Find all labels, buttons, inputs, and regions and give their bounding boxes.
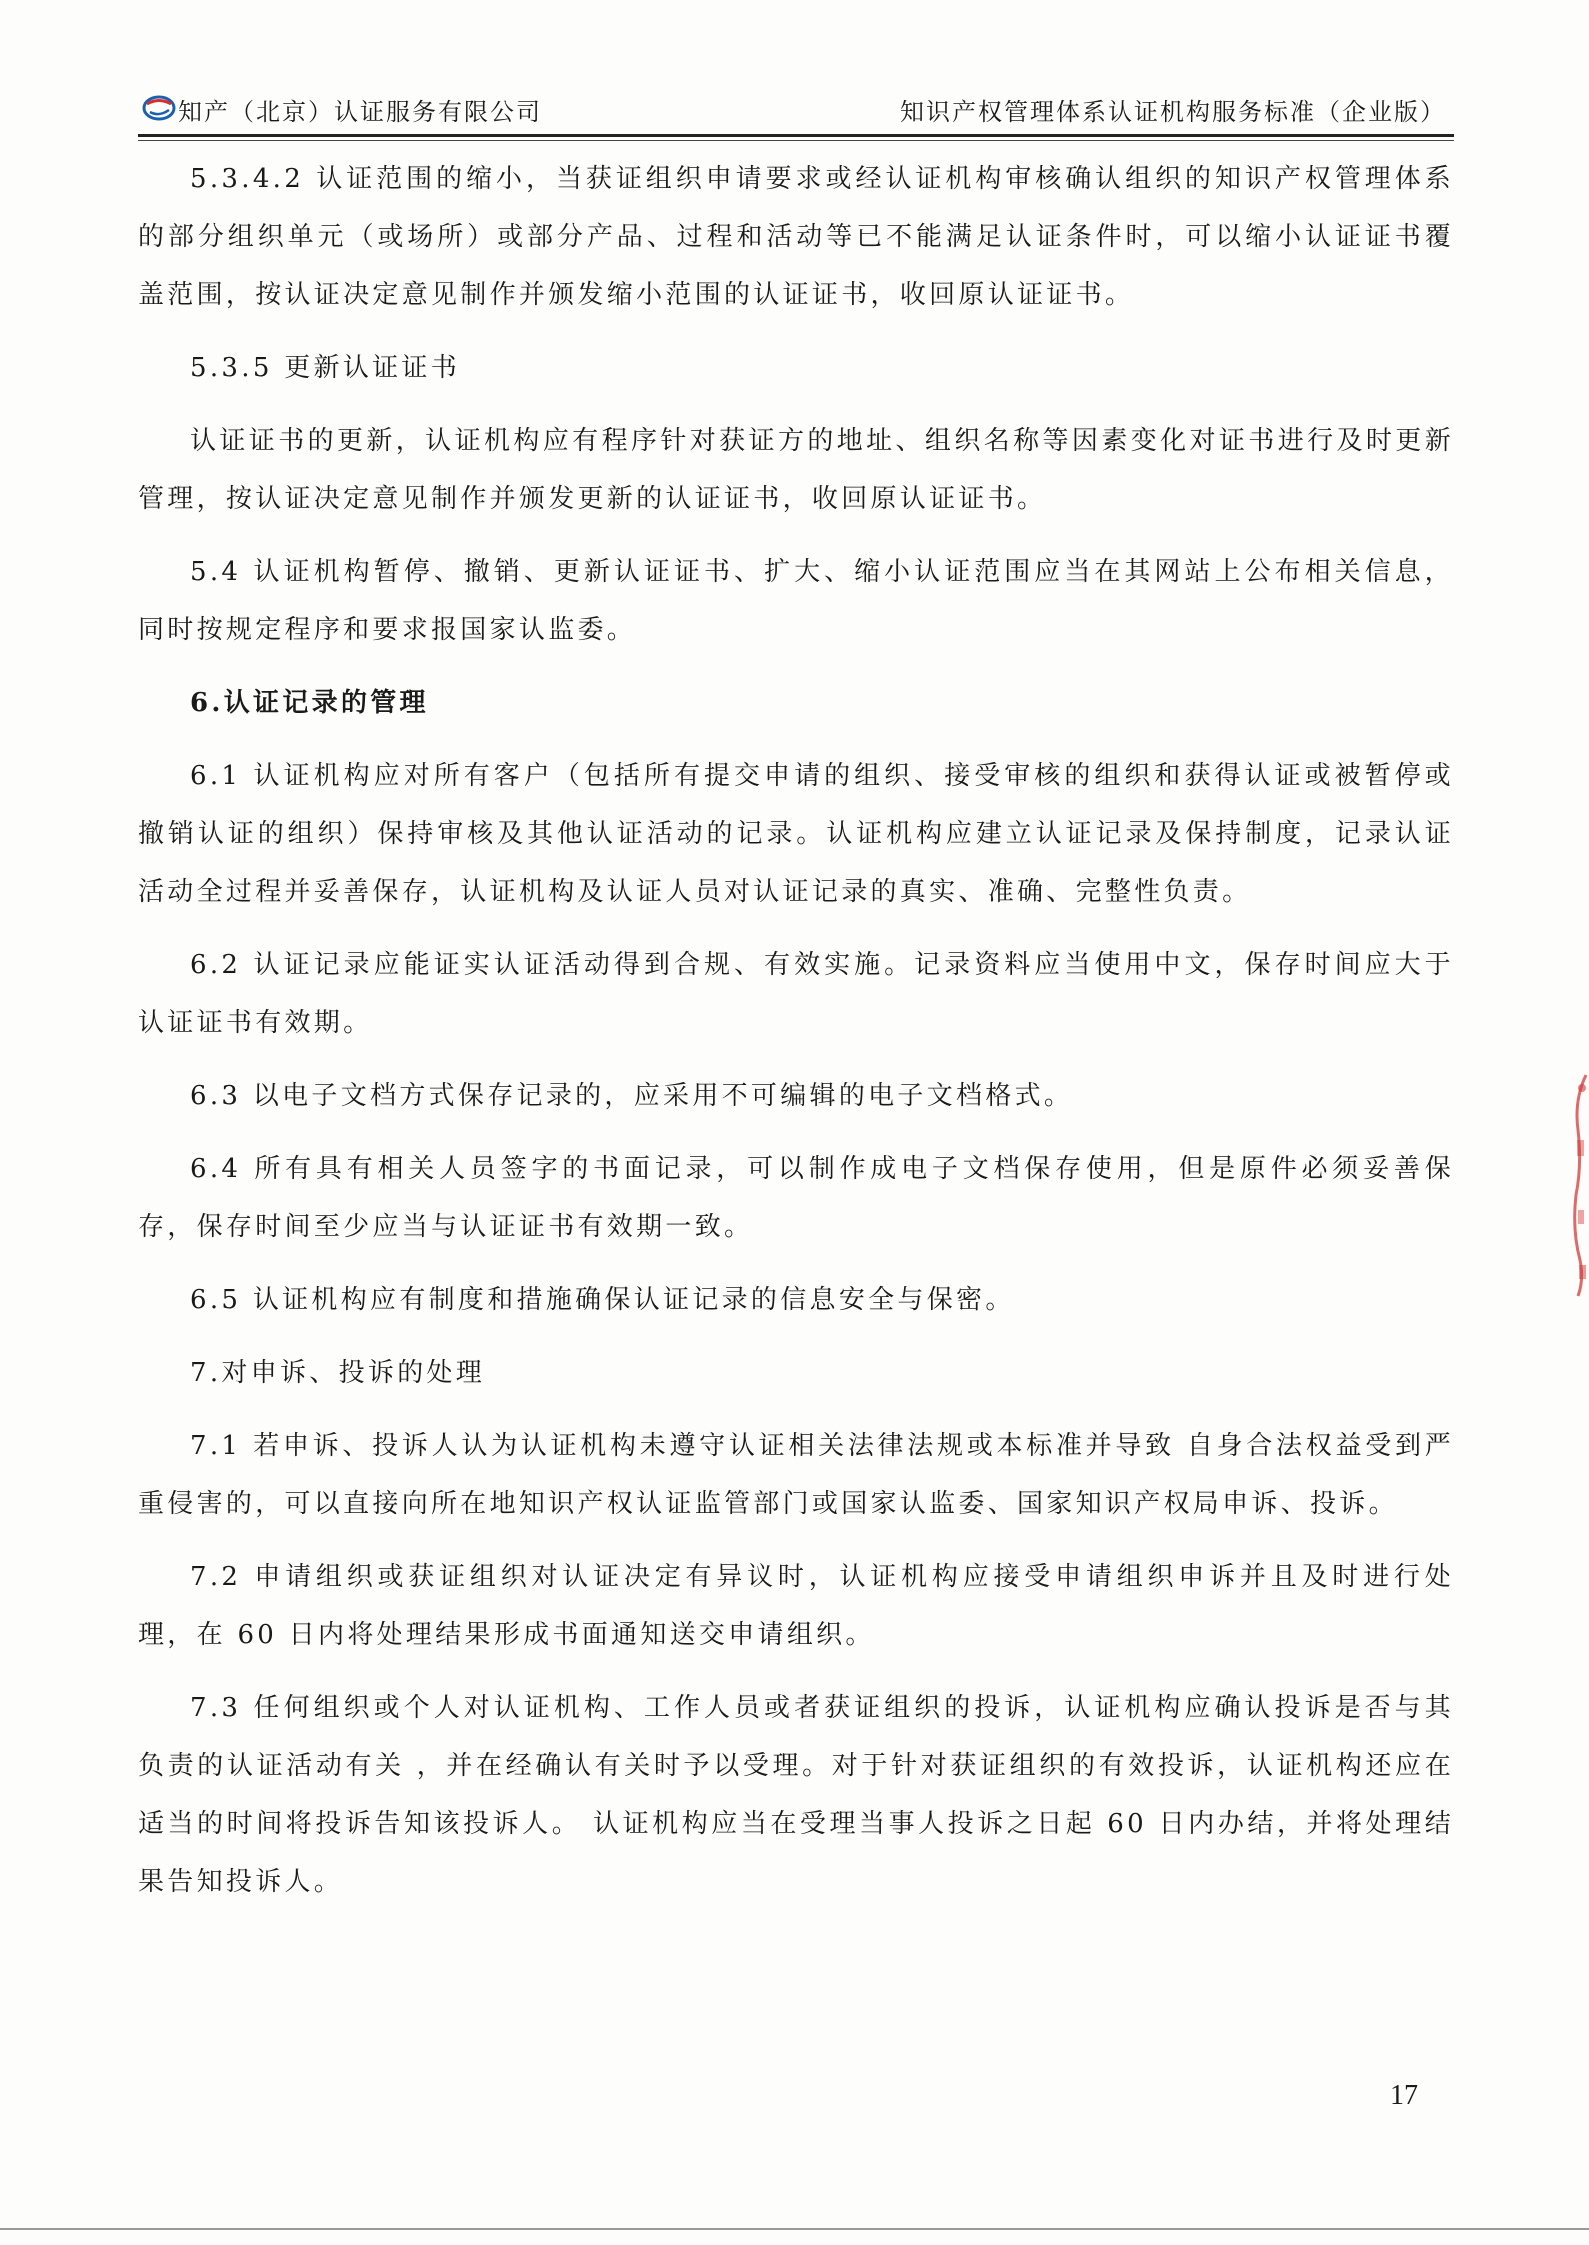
document-standard-title: 知识产权管理体系认证机构服务标准（企业版） xyxy=(900,98,1446,126)
page-header xyxy=(138,92,1454,132)
heading-5-3-5: 5.3.5 更新认证证书 xyxy=(190,353,461,383)
paragraph-7-3: 7.3 任何组织或个人对认证机构、工作人员或者获证组织的投诉，认证机构应确认投诉是否与其负责的认证活动有关 ，并在经确认有关时予以受理。对于针对获证组织的有效投诉，认证机构还应在适当的时间将投诉告知该投诉人。 认证机构应当在受理当事人投诉之日起 60 日内办结，并将处理结果告知投诉人。 xyxy=(138,1693,1454,1897)
paragraph-7-2: 7.2 申请组织或获证组织对认证决定有异议时，认证机构应接受申请组织申诉并且及时进行处理，在 60 日内将处理结果形成书面通知送交申请组织。 xyxy=(138,1562,1454,1650)
paragraph-6-3: 6.3 以电子文档方式保存记录的，应采用不可编辑的电子文档格式。 xyxy=(190,1081,1074,1111)
header-divider-thin xyxy=(138,140,1454,141)
paragraph-5-3-5: 认证证书的更新，认证机构应有程序针对获证方的地址、组织名称等因素变化对证书进行及时更新管理，按认证决定意见制作并颁发更新的认证证书，收回原认证证书。 xyxy=(138,426,1454,514)
header-divider xyxy=(138,134,1454,137)
paragraph-6-4: 6.4 所有具有相关人员签字的书面记录，可以制作成电子文档保存使用，但是原件必须妥善保存，保存时间至少应当与认证证书有效期一致。 xyxy=(138,1154,1454,1242)
paragraph-7-1: 7.1 若申诉、投诉人认为认证机构未遵守认证相关法律法规或本标准并导致 自身合法权益受到严重侵害的，可以直接向所在地知识产权认证监管部门或国家认监委、国家知识产权局申诉、投诉。 xyxy=(138,1431,1454,1519)
company-logo-icon xyxy=(142,95,176,121)
bottom-scan-edge xyxy=(0,2228,1589,2230)
heading-section-7: 7.对申诉、投诉的处理 xyxy=(190,1358,486,1388)
paragraph-6-5: 6.5 认证机构应有制度和措施确保认证记录的信息安全与保密。 xyxy=(190,1285,1015,1315)
paragraph-6-1: 6.1 认证机构应对所有客户（包括所有提交申请的组织、接受审核的组织和获得认证或被暂停或撤销认证的组织）保持审核及其他认证活动的记录。认证机构应建立认证记录及保持制度，记录认证活动全过程并妥善保存，认证机构及认证人员对认证记录的真实、准确、完整性负责。 xyxy=(138,761,1454,907)
heading-section-6: 6.认证记录的管理 xyxy=(190,688,429,718)
company-name: 知产（北京）认证服务有限公司 xyxy=(178,98,542,126)
red-seal-stamp-edge xyxy=(1568,1070,1589,1300)
page-number: 17 xyxy=(1390,2080,1418,2111)
paragraph-5-3-4-2: 5.3.4.2 认证范围的缩小，当获证组织申请要求或经认证机构审核确认组织的知识产权管理体系的部分组织单元（或场所）或部分产品、过程和活动等已不能满足认证条件时，可以缩小认证证书覆盖范围，按认证决定意见制作并颁发缩小范围的认证证书，收回原认证证书。 xyxy=(138,164,1454,310)
document-body xyxy=(138,150,1454,1926)
paragraph-6-2: 6.2 认证记录应能证实认证活动得到合规、有效实施。记录资料应当使用中文，保存时间应大于认证证书有效期。 xyxy=(138,950,1454,1038)
paragraph-5-4: 5.4 认证机构暂停、撤销、更新认证证书、扩大、缩小认证范围应当在其网站上公布相关信息，同时按规定程序和要求报国家认监委。 xyxy=(138,557,1454,645)
